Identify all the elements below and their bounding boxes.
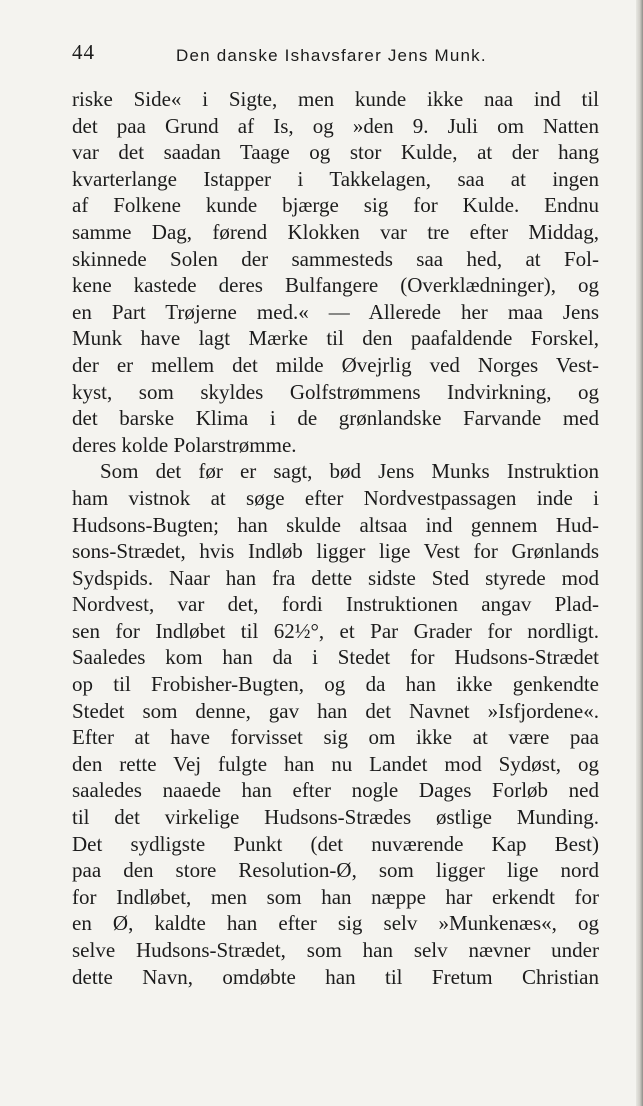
text-line: sen for Indløbet til 62½°, et Par Grader for nordligt. [72, 618, 599, 643]
text-line: Det sydligste Punkt (det nuværende Kap Best) [72, 831, 599, 856]
text-line-paragraph-end: deres kolde Polarstrømme. [72, 432, 297, 457]
text-line: en Ø, kaldte han efter sig selv »Munkenæs«, og [72, 911, 599, 936]
text-line: Saaledes kom han da i Stedet for Hudsons-Strædet [72, 645, 599, 670]
text-line: Nordvest, var det, fordi Instruktionen angav Plad- [72, 592, 599, 617]
text-line: riske Side« i Sigte, men kunde ikke naa ind til [72, 87, 599, 111]
text-line: sons-Strædet, hvis Indløb ligger lige Vest for Grønlands [72, 539, 599, 564]
text-line: skinnede Solen der sammesteds saa hed, at Fol- [72, 246, 599, 271]
text-line: ham vistnok at søge efter Nordvestpassagen inde i [72, 485, 599, 510]
page-header [72, 40, 602, 70]
text-line: paa den store Resolution-Ø, som ligger lige nord [72, 858, 599, 883]
text-line: til det virkelige Hudsons-Strædes østlige Munding. [72, 805, 599, 830]
text-line: Munk have lagt Mærke til den paafaldende Forskel, [72, 326, 599, 351]
text-line: en Part Trøjerne med.« — Allerede her maa Jens [72, 299, 599, 324]
text-line: kvarterlange Istapper i Takkelagen, saa at ingen [72, 166, 599, 191]
text-line: Hudsons-Bugten; han skulde altsaa ind gennem Hud- [72, 512, 599, 537]
text-line: selve Hudsons-Strædet, som han selv nævner under [72, 938, 599, 962]
text-line-paragraph-start: Som det før er sagt, bød Jens Munks Instruktion [100, 459, 599, 484]
text-line: af Folkene kunde bjærge sig for Kulde. Endnu [72, 193, 599, 218]
text-line: den rette Vej fulgte han nu Landet mod Sydøst, og [72, 751, 599, 776]
text-line: op til Frobisher-Bugten, og da han ikke genkendte [72, 672, 599, 697]
text-line: det paa Grund af Is, og »den 9. Juli om Natten [72, 113, 599, 138]
text-line: kene kastede deres Bulfangere (Overklædninger), og [72, 273, 599, 298]
body-text [72, 86, 599, 990]
running-title: Den danske Ishavsfarer Jens Munk. [176, 46, 487, 65]
text-line: var det saadan Taage og stor Kulde, at der hang [72, 140, 599, 165]
text-line: Sydspids. Naar han fra dette sidste Sted styrede mod [72, 565, 599, 590]
text-line: dette Navn, omdøbte han til Fretum Christian [72, 964, 599, 989]
text-line: Stedet som denne, gav han det Navnet »Isfjordene«. [72, 698, 599, 723]
text-line: der er mellem det milde Øvejrlig ved Norges Vest- [72, 352, 599, 377]
text-line: saaledes naaede han efter nogle Dages Forløb ned [72, 778, 599, 803]
page-edge-shadow [636, 0, 643, 1106]
text-line: det barske Klima i de grønlandske Farvande med [72, 406, 599, 431]
text-line: Efter at have forvisset sig om ikke at være paa [72, 725, 599, 750]
text-line: samme Dag, førend Klokken var tre efter Middag, [72, 219, 599, 244]
text-line: kyst, som skyldes Golfstrømmens Indvirkning, og [72, 379, 599, 404]
page-number: 44 [72, 40, 95, 64]
text-line: for Indløbet, men som han næppe har erkendt for [72, 884, 599, 909]
